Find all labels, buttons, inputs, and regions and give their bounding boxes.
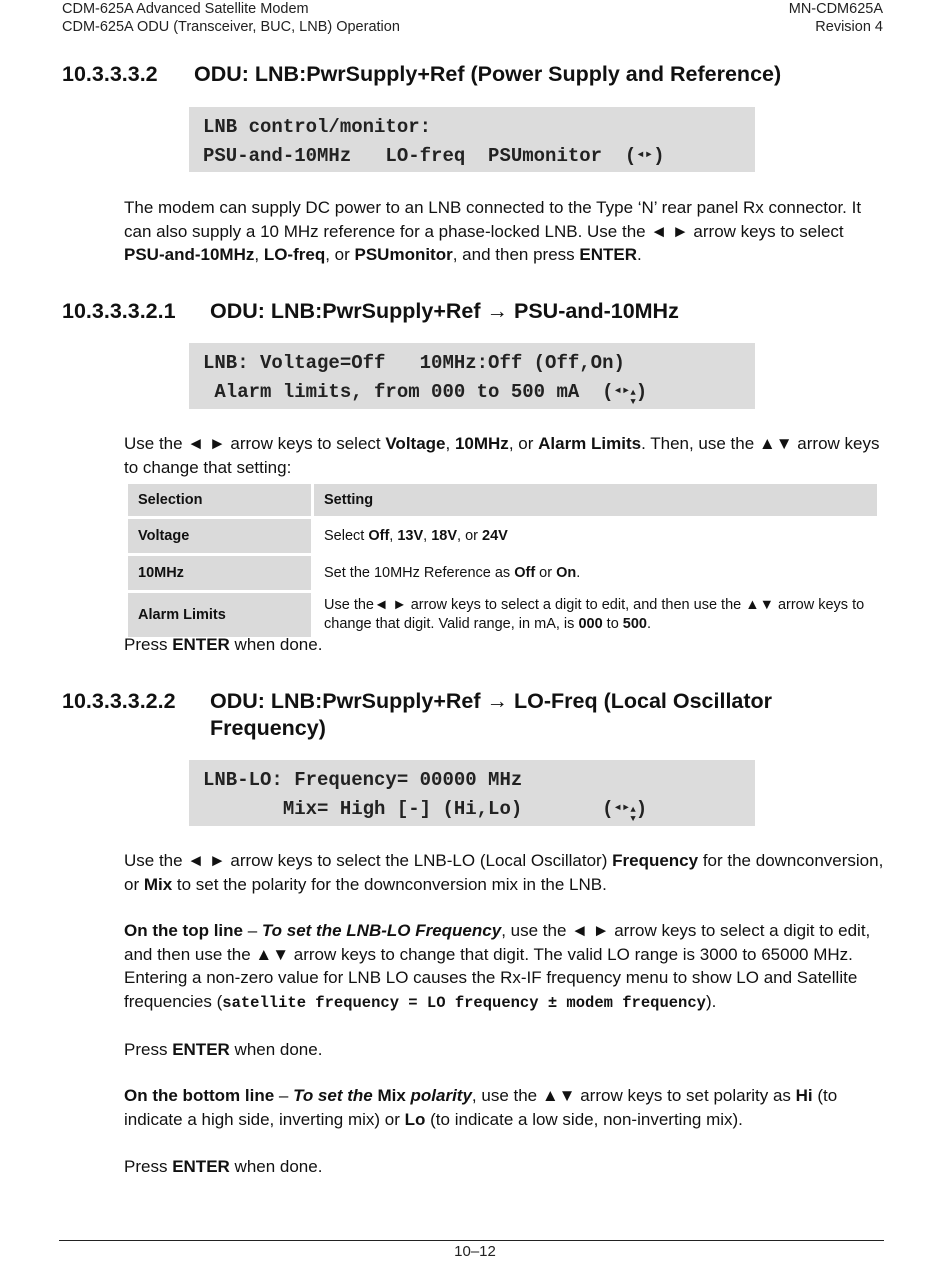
- page-number: 10–12: [454, 1243, 496, 1260]
- press-enter-note: Press ENTER when done.: [124, 1157, 323, 1176]
- header-doc-number: MN-CDM625A: [788, 1, 883, 17]
- lcd-line: [203, 794, 741, 824]
- header-revision: Revision 4: [815, 19, 883, 35]
- lcd-line: LNB control/monitor:: [203, 116, 432, 138]
- lcd-line: LNB: Voltage=Off 10MHz:Off (Off,On): [203, 352, 625, 374]
- row-value: Use the◄ ► arrow keys to select a digit to edit, and then use the ▲▼ arrow keys to change that digit. Valid range, in mA, is 000 to 500.: [314, 593, 877, 637]
- lcd-close-paren: ): [635, 798, 648, 820]
- section-heading-lo-freq: [62, 688, 772, 742]
- lcd-close-paren: ): [653, 145, 665, 167]
- section-title: ODU: LNB:PwrSupply+Ref (Power Supply and Reference): [193, 62, 782, 86]
- press-enter-note: Press ENTER when done.: [124, 635, 323, 654]
- right-arrow-icon: ▸: [621, 383, 631, 399]
- paragraph-bottom-line: On the bottom line – To set the Mix polarity, use the ▲▼ arrow keys to set polarity as Hi (to indicate a high side, inverting mix) or Lo (to indicate a low side, non-inverting mix).: [124, 1086, 838, 1129]
- right-arrow-icon: ▸: [621, 800, 631, 816]
- lcd-display-lnb-control: [189, 107, 755, 172]
- section-heading-psu-10mhz: [62, 298, 679, 325]
- table-header-row: [128, 484, 877, 516]
- settings-table: [125, 481, 880, 640]
- section-title: ODU: LNB:PwrSupply+Ref → PSU-and-10MHz: [209, 299, 679, 323]
- lcd-line: [203, 377, 741, 407]
- header-chapter-title: CDM-625A ODU (Transceiver, BUC, LNB) Operation: [62, 19, 400, 35]
- section-number: 10.3.3.3.2: [62, 62, 158, 86]
- column-header-setting: Setting: [314, 484, 877, 516]
- page-header: [62, 0, 883, 36]
- row-key: 10MHz: [128, 556, 311, 590]
- paragraph-pwrsupply: The modem can supply DC power to an LNB connected to the Type ‘N’ rear panel Rx connector. It can also supply a 10 MHz reference for a phase-locked LNB. Use the ◄ ► arrow keys to select PSU-and-10MHz, LO-freq, or PSUmonitor, and then press ENTER.: [124, 198, 862, 264]
- paragraph-lo-freq-intro: Use the ◄ ► arrow keys to select the LNB-LO (Local Oscillator) Frequency for the downconversion, or Mix to set the polarity for the downconversion mix in the LNB.: [124, 851, 884, 894]
- row-value: Select Off, 13V, 18V, or 24V: [314, 519, 877, 553]
- section-number: 10.3.3.3.2.2: [62, 689, 176, 713]
- formula-text: satellite frequency = LO frequency ± modem frequency: [222, 993, 706, 1012]
- paragraph-top-line: On the top line – To set the LNB-LO Frequency, use the ◄ ► arrow keys to select a digit to edit, and then use the ▲▼ arrow keys to change that digit. The valid LO range is 3000 to 65000 MHz. Entering a non-zero value for LNB LO causes the Rx-IF frequency menu to show LO and Satellite frequencies (satellite frequency = LO frequency ± modem frequency).: [124, 921, 871, 1012]
- section-heading-pwrsupply: [62, 61, 781, 88]
- lcd-line: [203, 141, 741, 170]
- press-enter-note: Press ENTER when done.: [124, 1040, 323, 1059]
- row-key: Voltage: [128, 519, 311, 553]
- lcd-close-paren: ): [635, 381, 648, 403]
- footer-rule: [59, 1240, 884, 1241]
- left-arrow-icon: ◂: [636, 147, 645, 163]
- table-row: [128, 556, 877, 590]
- row-key: Alarm Limits: [128, 593, 311, 637]
- column-header-selection: Selection: [128, 484, 311, 516]
- lcd-line: LNB-LO: Frequency= 00000 MHz: [203, 769, 523, 791]
- section-title: ODU: LNB:PwrSupply+Ref → LO-Freq (Local Oscillator Frequency): [209, 689, 773, 740]
- right-arrow-icon: ▸: [644, 147, 654, 163]
- lcd-display-lnb-lo: [189, 760, 755, 826]
- up-down-arrow-icon: ▲ ▼: [630, 805, 636, 824]
- lcd-display-psu-10mhz: [189, 343, 755, 409]
- header-doc-title: CDM-625A Advanced Satellite Modem: [62, 1, 309, 17]
- left-arrow-icon: ◂: [613, 800, 622, 816]
- lcd-line-text: Mix= High [-] (Hi,Lo) (: [203, 798, 614, 820]
- up-down-arrow-icon: ▲ ▼: [630, 388, 636, 407]
- table-row: [128, 519, 877, 553]
- paragraph-psu-10mhz: Use the ◄ ► arrow keys to select Voltage, 10MHz, or Alarm Limits. Then, use the ▲▼ arrow keys to change that setting:: [124, 434, 880, 477]
- lcd-line-text: Alarm limits, from 000 to 500 mA (: [203, 381, 614, 403]
- section-number: 10.3.3.3.2.1: [62, 299, 176, 323]
- row-value: Set the 10MHz Reference as Off or On.: [314, 556, 877, 590]
- table-row: [128, 593, 877, 637]
- lcd-line-text: PSU-and-10MHz LO-freq PSUmonitor (: [203, 145, 637, 167]
- left-arrow-icon: ◂: [613, 383, 622, 399]
